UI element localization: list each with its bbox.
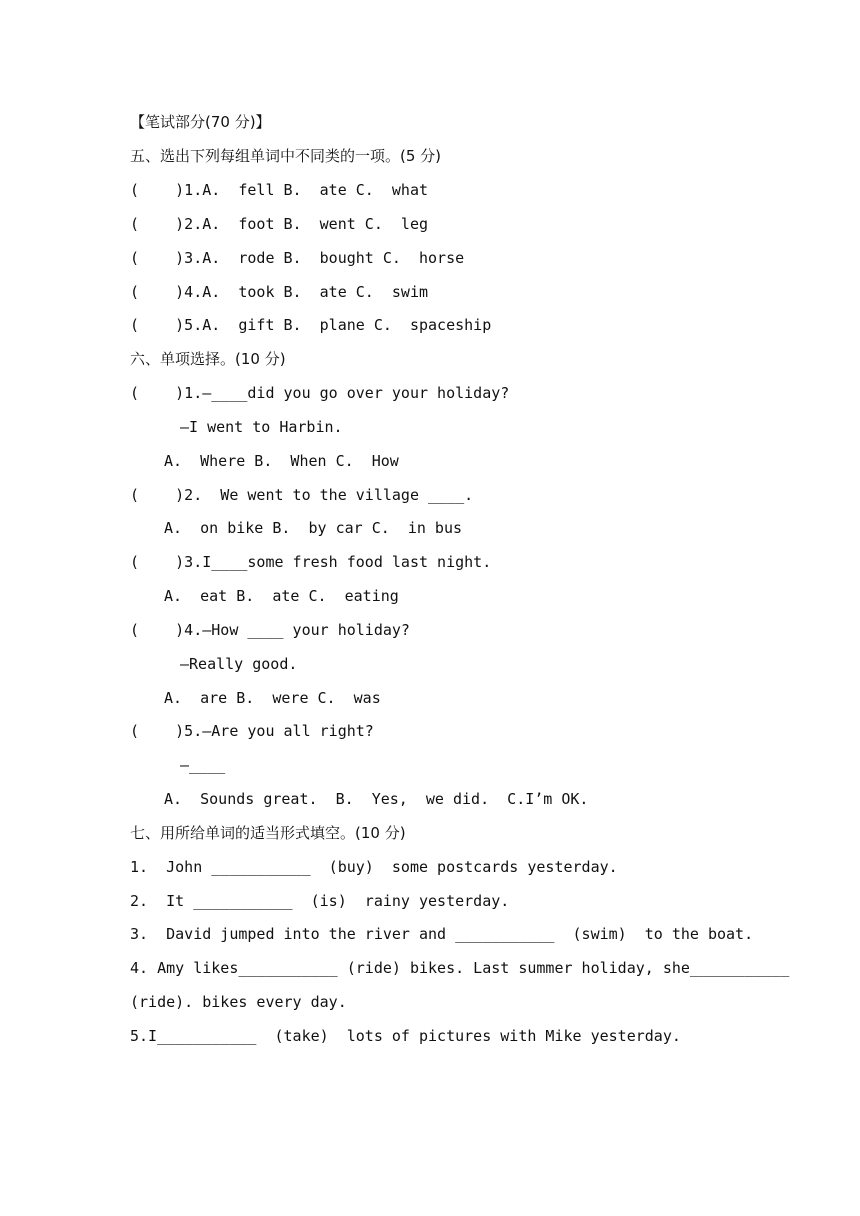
s6-q3-options: A. eat B. ate C. eating [164,587,399,605]
s6-q3: ( )3.I____some fresh food last night. [130,553,492,571]
s7-line-1: 1. John ___________ (buy) some postcards yesterday. [130,858,618,876]
s5-item-1: ( )1.A. fell B. ate C. what [130,181,429,199]
s6-q4-reply: —Really good. [180,655,298,673]
written-part-header: 【笔试部分(70 分)】 [130,113,271,131]
s6-q2: ( )2. We went to the village ____. [130,486,474,504]
section-6-title: 六、单项选择。(10 分) [130,350,286,368]
s6-q4-options: A. are B. were C. was [164,689,381,707]
section-7-title: 七、用所给单词的适当形式填空。(10 分) [130,824,406,842]
s6-q5-reply: —____ [180,756,226,774]
s6-q1-reply: —I went to Harbin. [180,418,343,436]
s5-item-5: ( )5.A. gift B. plane C. spaceship [130,316,492,334]
s6-q2-options: A. on bike B. by car C. in bus [164,519,463,537]
s7-line-4a: 4. Amy likes___________ (ride) bikes. Last summer holiday, she___________ [130,959,790,977]
s6-q1: ( )1.—____did you go over your holiday? [130,384,510,402]
s7-line-4b: (ride). bikes every day. [130,993,347,1011]
s5-item-3: ( )3.A. rode B. bought C. horse [130,249,465,267]
s6-q5-options: A. Sounds great. B. Yes, we did. C.I’m OK. [164,790,589,808]
s6-q5: ( )5.—Are you all right? [130,722,374,740]
s6-q4: ( )4.—How ____ your holiday? [130,621,410,639]
section-5-title: 五、选出下列每组单词中不同类的一项。(5 分) [130,147,442,165]
s7-line-2: 2. It ___________ (is) rainy yesterday. [130,892,510,910]
s7-line-3: 3. David jumped into the river and ___________ (swim) to the boat. [130,925,754,943]
s5-item-4: ( )4.A. took B. ate C. swim [130,283,429,301]
s7-line-5: 5.I___________ (take) lots of pictures with Mike yesterday. [130,1027,681,1045]
s6-q1-options: A. Where B. When C. How [164,452,399,470]
s5-item-2: ( )2.A. foot B. went C. leg [130,215,429,233]
